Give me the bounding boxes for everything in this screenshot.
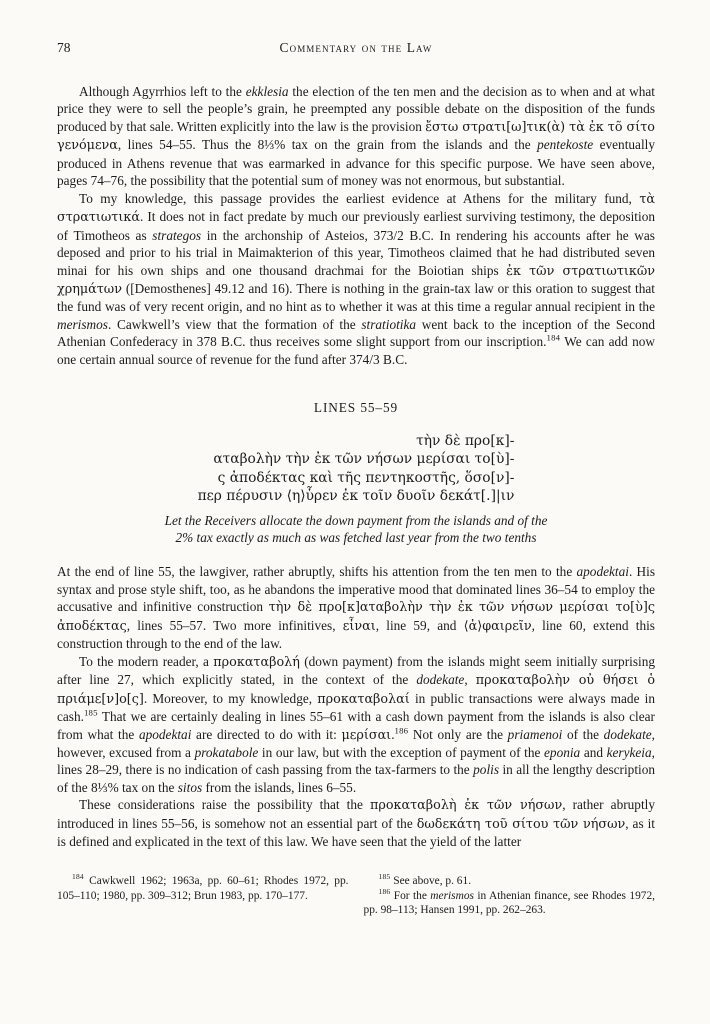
- text-segment: eventually produced in Athens revenue that was earmarked in advance for this specific purpose. We have seen above, pages 74–76, the possibility that the potential sum of money was not enormous, but substantial.: [57, 137, 655, 189]
- text-segment: from the islands, lines 6–55.: [202, 779, 357, 795]
- footnote-185: [364, 871, 656, 889]
- greek-line-4: περ πέρυσιν ⟨η⟩ὗρεν ἐκ τοῖν δυοῖν δεκάτ[.]|ιν: [197, 487, 515, 504]
- footnote-186: [363, 886, 656, 919]
- footnote-text-184: [57, 875, 349, 902]
- italic-term: dodekate: [416, 672, 465, 688]
- greek-text-segment: ἐκ τῶν στρατιωτικῶν χρημάτων: [57, 263, 655, 297]
- text-segment: To my knowledge, this passage provides the earliest evidence at Athens for the military fund,: [79, 190, 640, 206]
- text-segment: . His syntax and prose style shift, too, as he abandons the imperative mood that dominated lines 36–54 to employ the accusative and infinitive construction: [57, 564, 656, 615]
- footnote-number-186: 186: [378, 886, 391, 896]
- greek-text-segment: τὴν δὲ προ[κ]αταβολὴν τὴν ἐκ τῶν νήσων μερίσαι το[ὺ]ς ἀποδέκτας: [57, 600, 656, 634]
- greek-text-segment: δωδεκάτη τοῦ σίτου τῶν νήσων: [416, 816, 626, 832]
- italic-term: sitos: [177, 779, 203, 795]
- footnote-184: [57, 871, 349, 904]
- text-segment: We can add now one certain annual source of revenue for the fund after 374/3 B.C.: [57, 334, 655, 367]
- footnote-ref: 185: [83, 707, 98, 718]
- italic-term: polis: [473, 762, 500, 778]
- text-segment: At the end of line 55, the lawgiver, rather abruptly, shifts his attention from the ten men to the: [57, 564, 577, 580]
- greek-text-segment: προκαταβολή: [213, 654, 300, 670]
- text-segment: , rather abruptly introduced in lines 55–56, is somehow not an essential part of the: [57, 797, 655, 831]
- italic-term: pentekoste: [537, 137, 594, 153]
- text-segment: , line 59, and: [375, 617, 464, 633]
- text-segment: That we are certainly dealing in lines 55–61 with a cash down payment from the islands is also clear from what the: [57, 709, 655, 742]
- text-segment: . Cawkwell’s view that the formation of the: [107, 316, 362, 332]
- text-segment: ([Demosthenes] 49.12 and 16). There is nothing in the grain-tax law or this oration to suggest that the fund was of very recent origin, and no hint as to whether it was at this time a regular annual recipient in the: [57, 280, 655, 315]
- text-segment: Not only are the: [408, 726, 508, 742]
- footnote-ref: 186: [394, 725, 409, 736]
- text-segment: ,: [464, 672, 476, 688]
- footnote-number-184: 184: [72, 871, 84, 881]
- text-segment: .: [391, 726, 395, 742]
- footnote-text-186: [364, 890, 656, 917]
- page-body: [57, 83, 655, 851]
- greek-text-segment: προκαταβολὴν οὐ θήσει ὁ πριάμε[ν]ο[ς]: [57, 673, 655, 707]
- translation-block: [57, 512, 655, 546]
- greek-quotation: [57, 432, 655, 546]
- italic-term: eponia: [544, 745, 581, 760]
- text-segment: in public transactions were always made in cash.: [57, 690, 655, 725]
- greek-line-3: ς ἀποδέκτας καὶ τῆς πεντηκοστῆς, ὅσο[ν]-: [217, 469, 515, 486]
- text-segment: Cawkwell 1962; 1963a, pp. 60–61; Rhodes 1972, pp. 105–110; 1980, pp. 309–312; Brun 1983, pp. 170–177.: [57, 874, 349, 902]
- text-segment: , lines 55–57. Two more infinitives,: [126, 617, 343, 633]
- italic-term: dodekate: [603, 726, 652, 742]
- text-segment: . It does not in fact predate by much our previously earliest surviving testimony, the deposition of Timotheos as: [57, 209, 655, 243]
- greek-text-segment: ἔστω στρατι[ω]τικ(ὰ) τὰ ἐκ τõ σίτο γενόμενα: [57, 119, 655, 154]
- text-segment: in our law, but with the exception of payment of the: [258, 745, 545, 760]
- paragraph-4: [57, 653, 655, 797]
- page-header: [57, 40, 655, 56]
- italic-term: kerykeia: [606, 745, 652, 760]
- greek-text-segment: προκαταβολὴ ἐκ τῶν νήσων: [369, 798, 563, 814]
- paragraph-2: [57, 190, 655, 369]
- text-segment: and: [580, 745, 607, 760]
- italic-term: merismos: [57, 316, 108, 332]
- italic-term: stratiotika: [361, 316, 417, 332]
- italic-term: merismos: [430, 889, 474, 902]
- text-segment: the election of the ten men and the decision as to when and at what price they were to sell the people’s grain, he preempted any possible debate on the disposition of the funds produced by that sale. Written explicitly into the law is the provision: [57, 84, 655, 134]
- greek-text-segment: ⟨ἀ⟩φαιρεῖν: [463, 618, 532, 634]
- text-segment: in the archonship of Asteios, 373/2 B.C. In rendering his accounts after he was deposed and prior to his trial in Maimakterion of this year, Timotheos claimed that he had distributed seven minai for his own ships and one thousand drachmai for the Boiotian ships: [57, 227, 655, 278]
- greek-text-segment: τὰ στρατιωτικά: [57, 191, 655, 226]
- footnote-column-left: [57, 871, 349, 918]
- section-heading: LINES 55–59: [313, 400, 399, 416]
- footnotes: [57, 871, 655, 918]
- text-segment: , however, excused from a: [57, 726, 655, 760]
- italic-term: prokatabole: [194, 745, 259, 760]
- greek-line-2: αταβολὴν τὴν ἐκ τῶν νήσων μερίσαι το[ὺ]-: [213, 451, 515, 468]
- italic-term: ekklesia: [245, 84, 289, 99]
- footnote-column-right: [363, 871, 656, 918]
- paragraph-5: [57, 796, 655, 850]
- text-segment: , lines 54–55. Thus the 8⅓% tax on the grain from the islands and the: [117, 137, 538, 153]
- italic-term: strategos: [152, 227, 202, 243]
- running-head: Commentary on the Law: [279, 40, 433, 55]
- text-segment: , lines 28–29, there is no indication of cash passing from the tax-farmers to the: [57, 745, 655, 778]
- text-segment: See above, p. 61.: [393, 874, 472, 887]
- translation-line-1: Let the Receivers allocate the down payment from the islands and of the: [164, 513, 548, 529]
- text-segment: in all the lengthy description of the 8⅓% tax on the: [57, 762, 655, 795]
- greek-text-segment: προκαταβολαί: [317, 691, 410, 707]
- text-segment: To the modern reader, a: [79, 653, 214, 669]
- text-segment: , as it is defined and explicated in the text of this law. We have seen that the yield of the latter: [57, 815, 655, 850]
- italic-term: priamenoi: [507, 726, 563, 742]
- footnote-ref: 184: [546, 332, 561, 343]
- text-segment: in Athenian finance, see Rhodes 1972, pp. 98–113; Hansen 1991, pp. 262–263.: [363, 889, 655, 917]
- text-segment: For the: [393, 889, 431, 902]
- text-segment: Although Agyrrhios left to the: [79, 84, 246, 99]
- text-segment: , line 60, extend this construction through to the end of the law.: [57, 617, 655, 652]
- paragraph-3: [57, 563, 655, 652]
- text-segment: of the: [562, 726, 604, 742]
- italic-term: apodektai: [138, 726, 192, 742]
- italic-term: apodektai: [576, 564, 629, 580]
- greek-text-segment: εἶναι: [342, 618, 376, 634]
- translation-line-2: 2% tax exactly as much as was fetched last year from the two tenths: [175, 530, 537, 546]
- greek-text-segment: μερίσαι: [341, 727, 392, 743]
- text-segment: went back to the inception of the Second Athenian Confederacy in 378 B.C. thus receives some slight support from our inscription.: [57, 316, 655, 350]
- greek-text-block: [198, 432, 515, 505]
- paragraph-1: [57, 83, 655, 190]
- greek-line-1: τὴν δὲ προ[κ]-: [416, 433, 515, 450]
- footnote-number-185: 185: [378, 871, 391, 881]
- text-segment: are directed to do with it:: [191, 726, 342, 742]
- page-number: 78: [57, 40, 71, 55]
- text-segment: (down payment) from the islands might seem initially surprising after line 27, which explicitly stated, in the context of the: [57, 653, 655, 688]
- text-segment: . Moreover, to my knowledge,: [143, 690, 318, 706]
- text-segment: These considerations raise the possibility that the: [79, 797, 370, 813]
- footnote-text-185: [393, 875, 471, 887]
